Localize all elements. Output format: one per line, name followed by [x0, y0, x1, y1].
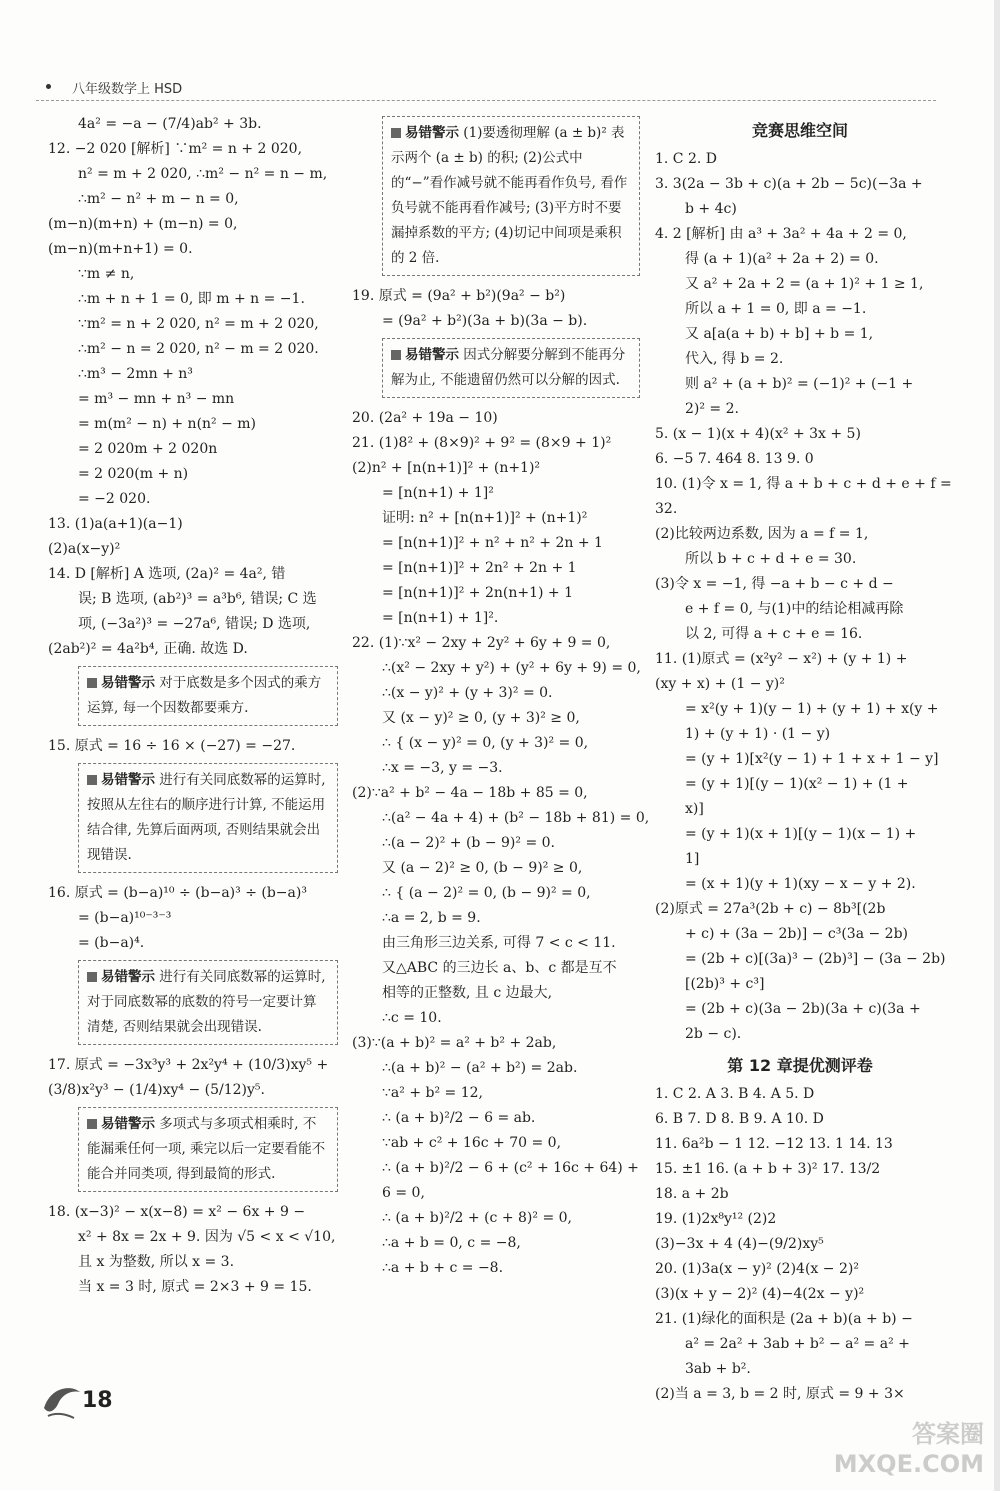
answer-line: = (b−a)⁴. [78, 935, 145, 951]
warning-text: 进行有关同底数幂的运算时, 按照从左往右的顺序进行计算, 不能运用结合律, 先算后面两项, 否则结果就会出现错误. [87, 772, 326, 863]
answer-line: 5. (x − 1)(x + 4)(x² + 3x + 5) [655, 426, 861, 442]
answer-line: 且 x 为整数, 所以 x = 3. [78, 1254, 235, 1270]
header-title: 八年级数学上 HSD [72, 82, 183, 97]
column-2 [352, 112, 650, 1281]
answer-line: 18. (x−3)² − x(x−8) = x² − 6x + 9 − [48, 1204, 306, 1220]
warning-icon [87, 972, 97, 982]
answer-line: (3)∵(a + b)² = a² + b² + 2ab, [352, 1035, 557, 1051]
answer-line: = 2 020(m + n) [78, 466, 189, 482]
answer-line: = [n(n+1)]² + 2n(n+1) + 1 [382, 585, 573, 601]
answer-line: 以 2, 可得 a + c + e = 16. [685, 626, 863, 642]
answer-line: 12. −2 020 [解析] ∵m² = n + 2 020, [48, 141, 303, 157]
answer-line: (2)∵a² + b² − 4a − 18b + 85 = 0, [352, 785, 588, 801]
column-1 [48, 112, 338, 1300]
answer-line: ∴ { (x − y)² = 0, (y + 3)² = 0, [382, 735, 589, 751]
dolphin-logo-icon [40, 1378, 84, 1422]
answer-line: b + 4c) [685, 201, 737, 217]
answer-line: (xy + x) + (1 − y)² [655, 676, 785, 692]
answer-line: ∵a² + b² = 12, [382, 1085, 483, 1101]
warning-box [382, 116, 640, 276]
answer-line: = (y + 1)[(y − 1)(x² − 1) + (1 + [685, 776, 909, 792]
answer-line: 15. 原式 = 16 ÷ 16 × (−27) = −27. [48, 738, 296, 754]
answer-line: = −2 020. [78, 491, 151, 507]
warning-text: 多项式与多项式相乘时, 不能漏乘任何一项, 乘完以后一定要看能不能合并同类项, 得到最简的形式. [87, 1116, 326, 1182]
answer-block-19 [352, 284, 640, 334]
answer-line: (2ab²)² = 4a²b⁴, 正确. 故选 D. [48, 641, 248, 657]
answer-line: 则 a² + (a + b)² = (−1)² + (−1 + [685, 376, 914, 392]
answer-line: 1) + (y + 1) · (1 − y) [685, 726, 831, 742]
answer-line: e + f = 0, 与(1)中的结论相减再除 [685, 601, 904, 617]
answer-line: 19. 原式 = (9a² + b²)(9a² − b²) [352, 288, 566, 304]
watermark-line: 答案圈 [912, 1420, 984, 1448]
column-3 [655, 112, 952, 1407]
answer-line: 4. 2 [解析] 由 a³ + 3a² + 4a + 2 = 0, [655, 226, 907, 242]
answer-line: x² + 8x = 2x + 9. 因为 √5 < x < √10, [78, 1229, 336, 1245]
answer-line: (2)比较两边系数, 因为 a = f = 1, [655, 526, 869, 542]
warning-title: 易错警示 [101, 969, 155, 985]
answer-line: = (y + 1)(x + 1)[(y − 1)(x − 1) + [685, 826, 917, 842]
answer-line: 14. D [解析] A 选项, (2a)² = 4a², 错 [48, 566, 286, 582]
answer-line: ∴m² − n² + m − n = 0, [78, 191, 239, 207]
answer-line: ∴(a + b)² − (a² + b²) = 2ab. [382, 1060, 578, 1076]
page-edge-shadow [994, 0, 1000, 1491]
answer-line: 6. −5 7. 464 8. 13 9. 0 [655, 451, 814, 467]
answer-line: (3)−3x + 4 (4)−(9/2)xy⁵ [655, 1236, 824, 1252]
answer-line: ∴a + b = 0, c = −8, [382, 1235, 521, 1251]
answer-line: x)] [685, 801, 704, 817]
answer-line: 误; B 选项, (ab²)³ = a³b⁶, 错误; C 选 [78, 591, 317, 607]
warning-icon [87, 1119, 97, 1129]
answer-line: ∴ (a + b)²/2 − 6 + (c² + 16c + 64) + [382, 1160, 639, 1176]
answer-line: 证明: n² + [n(n+1)]² + (n+1)² [382, 510, 588, 526]
answer-line: = [n(n+1)]² + n² + n² + 2n + 1 [382, 535, 603, 551]
answer-line: ∴ { (a − 2)² = 0, (b − 9)² = 0, [382, 885, 591, 901]
answer-line: ∴c = 10. [382, 1010, 442, 1026]
answer-line: 又 a² + 2a + 2 = (a + 1)² + 1 ≥ 1, [685, 276, 924, 292]
page-header [36, 74, 936, 101]
answer-line: 项, (−3a²)³ = −27a⁶, 错误; D 选项, [78, 616, 311, 632]
answer-line: 18. a + 2b [655, 1186, 729, 1202]
answer-line: = [n(n+1) + 1]² [382, 485, 494, 501]
watermark-line: MXQE.COM [833, 1450, 984, 1478]
bullet-icon [46, 84, 51, 89]
answer-line: 32. [655, 501, 678, 517]
answer-line: = [n(n+1)]² + 2n² + 2n + 1 [382, 560, 577, 576]
answer-line: 又 (a − 2)² ≥ 0, (b − 9)² ≥ 0, [382, 860, 583, 876]
answer-block-12-14 [48, 112, 338, 662]
answer-line: = (2b + c)(3a − 2b)(3a + c)(3a + [685, 1001, 921, 1017]
answer-line: (2)a(x−y)² [48, 541, 121, 557]
answer-line: = [n(n+1) + 1]². [382, 610, 499, 626]
answer-line: 15. ±1 16. (a + b + 3)² 17. 13/2 [655, 1161, 881, 1177]
warning-title: 易错警示 [405, 125, 459, 141]
warning-box [78, 1107, 338, 1192]
answer-line: a² = 2a² + 3ab + b² − a² = a² + [685, 1336, 910, 1352]
answer-line: 11. 6a²b − 1 12. −12 13. 1 14. 13 [655, 1136, 893, 1152]
warning-title: 易错警示 [101, 1116, 155, 1132]
answer-line: ∴(a − 2)² + (b − 9)² = 0. [382, 835, 555, 851]
answer-line: [(2b)³ + c³] [685, 976, 765, 992]
answer-line: (2)原式 = 27a³(2b + c) − 8b³[(2b [655, 901, 886, 917]
watermark [834, 1419, 984, 1479]
answer-line: ∴(x² − 2xy + y²) + (y² + 6y + 9) = 0, [382, 660, 641, 676]
answer-line: 19. (1)2x⁸y¹² (2)2 [655, 1211, 777, 1227]
answer-line: = 2 020m + 2 020n [78, 441, 218, 457]
answer-line: 又 a[a(a + b) + b] + b = 1, [685, 326, 874, 342]
answer-line: 又△ABC 的三边长 a、b、c 都是互不 [382, 960, 617, 976]
answer-line: ∵m ≠ n, [78, 266, 135, 282]
answer-line: 11. (1)原式 = (x²y² − x²) + (y + 1) + [655, 651, 908, 667]
answer-line: 1] [685, 851, 700, 867]
warning-icon [391, 128, 401, 138]
answer-line: (2)当 a = 3, b = 2 时, 原式 = 9 + 3× [655, 1386, 905, 1402]
answer-line: 20. (2a² + 19a − 10) [352, 410, 498, 426]
answer-line: 所以 a + 1 = 0, 即 a = −1. [685, 301, 867, 317]
warning-text: (1)要透彻理解 (a ± b)² 表示两个 (a ± b) 的积; (2)公式中的“−”看作减号就不能再看作负号, 看作负号就不能再看作减号; (3)平方时不要漏掉系数的平方; (4)切记中间项是乘积的 2 倍. [391, 125, 628, 266]
warning-box [78, 666, 338, 726]
section-title-competition: 竞赛思维空间 [751, 121, 848, 140]
answer-line: ∴(x − y)² + (y + 3)² = 0. [382, 685, 553, 701]
page-number: 18 [82, 1388, 113, 1413]
answer-line: 得 (a + 1)(a² + 2a + 2) = 0. [685, 251, 879, 267]
answer-line: ∴ (a + b)²/2 + (c + 8)² = 0, [382, 1210, 572, 1226]
answer-line: ∴a + b + c = −8. [382, 1260, 504, 1276]
answer-line: 所以 b + c + d + e = 30. [685, 551, 857, 567]
answer-block-17 [48, 1053, 338, 1103]
answer-line: (m−n)(m+n) + (m−n) = 0, [48, 216, 238, 232]
answer-line: ∴m + n + 1 = 0, 即 m + n = −1. [78, 291, 305, 307]
answer-line: 2b − c). [685, 1026, 742, 1042]
answer-line: (3)令 x = −1, 得 −a + b − c + d − [655, 576, 894, 592]
answer-line: 21. (1)绿化的面积是 (2a + b)(a + b) − [655, 1311, 913, 1327]
warning-box [382, 338, 640, 398]
answer-line: ∵m² = n + 2 020, n² = m + 2 020, [78, 316, 319, 332]
warning-text: 因式分解要分解到不能再分解为止, 不能遗留仍然可以分解的因式. [391, 347, 626, 388]
answer-line: 由三角形三边关系, 可得 7 < c < 11. [382, 935, 616, 951]
answer-block-18 [48, 1200, 338, 1300]
answer-line: 代入, 得 b = 2. [685, 351, 784, 367]
competition-answers [655, 147, 952, 1047]
answer-line: = (x + 1)(y + 1)(xy − x − y + 2). [685, 876, 916, 892]
answer-line: ∴(a² − 4a + 4) + (b² − 18b + 81) = 0, [382, 810, 650, 826]
section-title-chapter-test: 第 12 章提优测评卷 [727, 1056, 873, 1075]
answer-line: ∴m³ − 2mn + n³ [78, 366, 193, 382]
warning-box [78, 960, 338, 1045]
answer-line: 22. (1)∵x² − 2xy + 2y² + 6y + 9 = 0, [352, 635, 611, 651]
warning-title: 易错警示 [405, 347, 459, 363]
answer-line: 10. (1)令 x = 1, 得 a + b + c + d + e + f = [655, 476, 952, 492]
answer-line: 1. C 2. D [655, 151, 718, 167]
answer-line: ∴m² − n = 2 020, n² − m = 2 020. [78, 341, 319, 357]
answer-line: ∴x = −3, y = −3. [382, 760, 503, 776]
answer-block-16 [48, 881, 338, 956]
answer-line: 6. B 7. D 8. B 9. A 10. D [655, 1111, 824, 1127]
warning-icon [87, 678, 97, 688]
warning-text: 进行有关同底数幂的运算时, 对于同底数幂的底数的符号一定要计算清楚, 否则结果就会出现错误. [87, 969, 326, 1035]
answer-line: 4a² = −a − (7/4)ab² + 3b. [78, 116, 262, 132]
answer-line: 2)² = 2. [685, 401, 739, 417]
answer-line: 相等的正整数, 且 c 边最大, [382, 985, 553, 1001]
answer-line: ∴ (a + b)²/2 − 6 = ab. [382, 1110, 536, 1126]
warning-icon [391, 350, 401, 360]
answer-line: = (b−a)¹⁰⁻³⁻³ [78, 910, 172, 926]
answer-line: (2)n² + [n(n+1)]² + (n+1)² [352, 460, 541, 476]
answer-line: ∵ab + c² + 16c + 70 = 0, [382, 1135, 562, 1151]
answer-line: 当 x = 3 时, 原式 = 2×3 + 9 = 15. [78, 1279, 312, 1295]
answer-line: 13. (1)a(a+1)(a−1) [48, 516, 183, 532]
answer-line: (m−n)(m+n+1) = 0. [48, 241, 193, 257]
answer-line: = x²(y + 1)(y − 1) + (y + 1) + x(y + [685, 701, 939, 717]
answer-line: 17. 原式 = −3x³y³ + 2x²y⁴ + (10/3)xy⁵ + [48, 1057, 329, 1073]
answer-line: ∴a = 2, b = 9. [382, 910, 481, 926]
warning-text: 对于底数是多个因式的乘方运算, 每一个因数都要乘方. [87, 675, 322, 716]
warning-title: 易错警示 [101, 675, 155, 691]
answer-line: (3/8)x²y³ − (1/4)xy⁴ − (5/12)y⁵. [48, 1082, 265, 1098]
warning-box [78, 763, 338, 873]
answer-line: = (9a² + b²)(3a + b)(3a − b). [382, 313, 588, 329]
answer-line: 16. 原式 = (b−a)¹⁰ ÷ (b−a)³ ÷ (b−a)³ [48, 885, 307, 901]
answer-line: n² = m + 2 020, ∴m² − n² = n − m, [78, 166, 328, 182]
answer-line: 20. (1)3a(x − y)² (2)4(x − 2)² [655, 1261, 859, 1277]
answer-line: 6 = 0, [382, 1185, 425, 1201]
answer-line: 3ab + b². [685, 1361, 751, 1377]
answer-line: 3. 3(2a − 3b + c)(a + 2b − 5c)(−3a + [655, 176, 923, 192]
answer-line: 21. (1)8² + (8×9)² + 9² = (8×9 + 1)² [352, 435, 612, 451]
answer-line: (3)(x + y − 2)² (4)−4(2x − y)² [655, 1286, 865, 1302]
answer-line: = m(m² − n) + n(n² − m) [78, 416, 257, 432]
answer-line: = m³ − mn + n³ − mn [78, 391, 235, 407]
warning-icon [87, 775, 97, 785]
warning-title: 易错警示 [101, 772, 155, 788]
chapter-test-answers [655, 1082, 945, 1407]
answer-line: = (2b + c)[(3a)³ − (2b)³] − (3a − 2b) [685, 951, 946, 967]
answer-line: + c) + (3a − 2b)] − c³(3a − 2b) [685, 926, 909, 942]
answer-line: = (y + 1)[x²(y − 1) + 1 + x + 1 − y] [685, 751, 939, 767]
answer-block-20-22 [352, 406, 650, 1281]
answer-line: 又 (x − y)² ≥ 0, (y + 3)² ≥ 0, [382, 710, 580, 726]
answer-line: 1. C 2. A 3. B 4. A 5. D [655, 1086, 815, 1102]
